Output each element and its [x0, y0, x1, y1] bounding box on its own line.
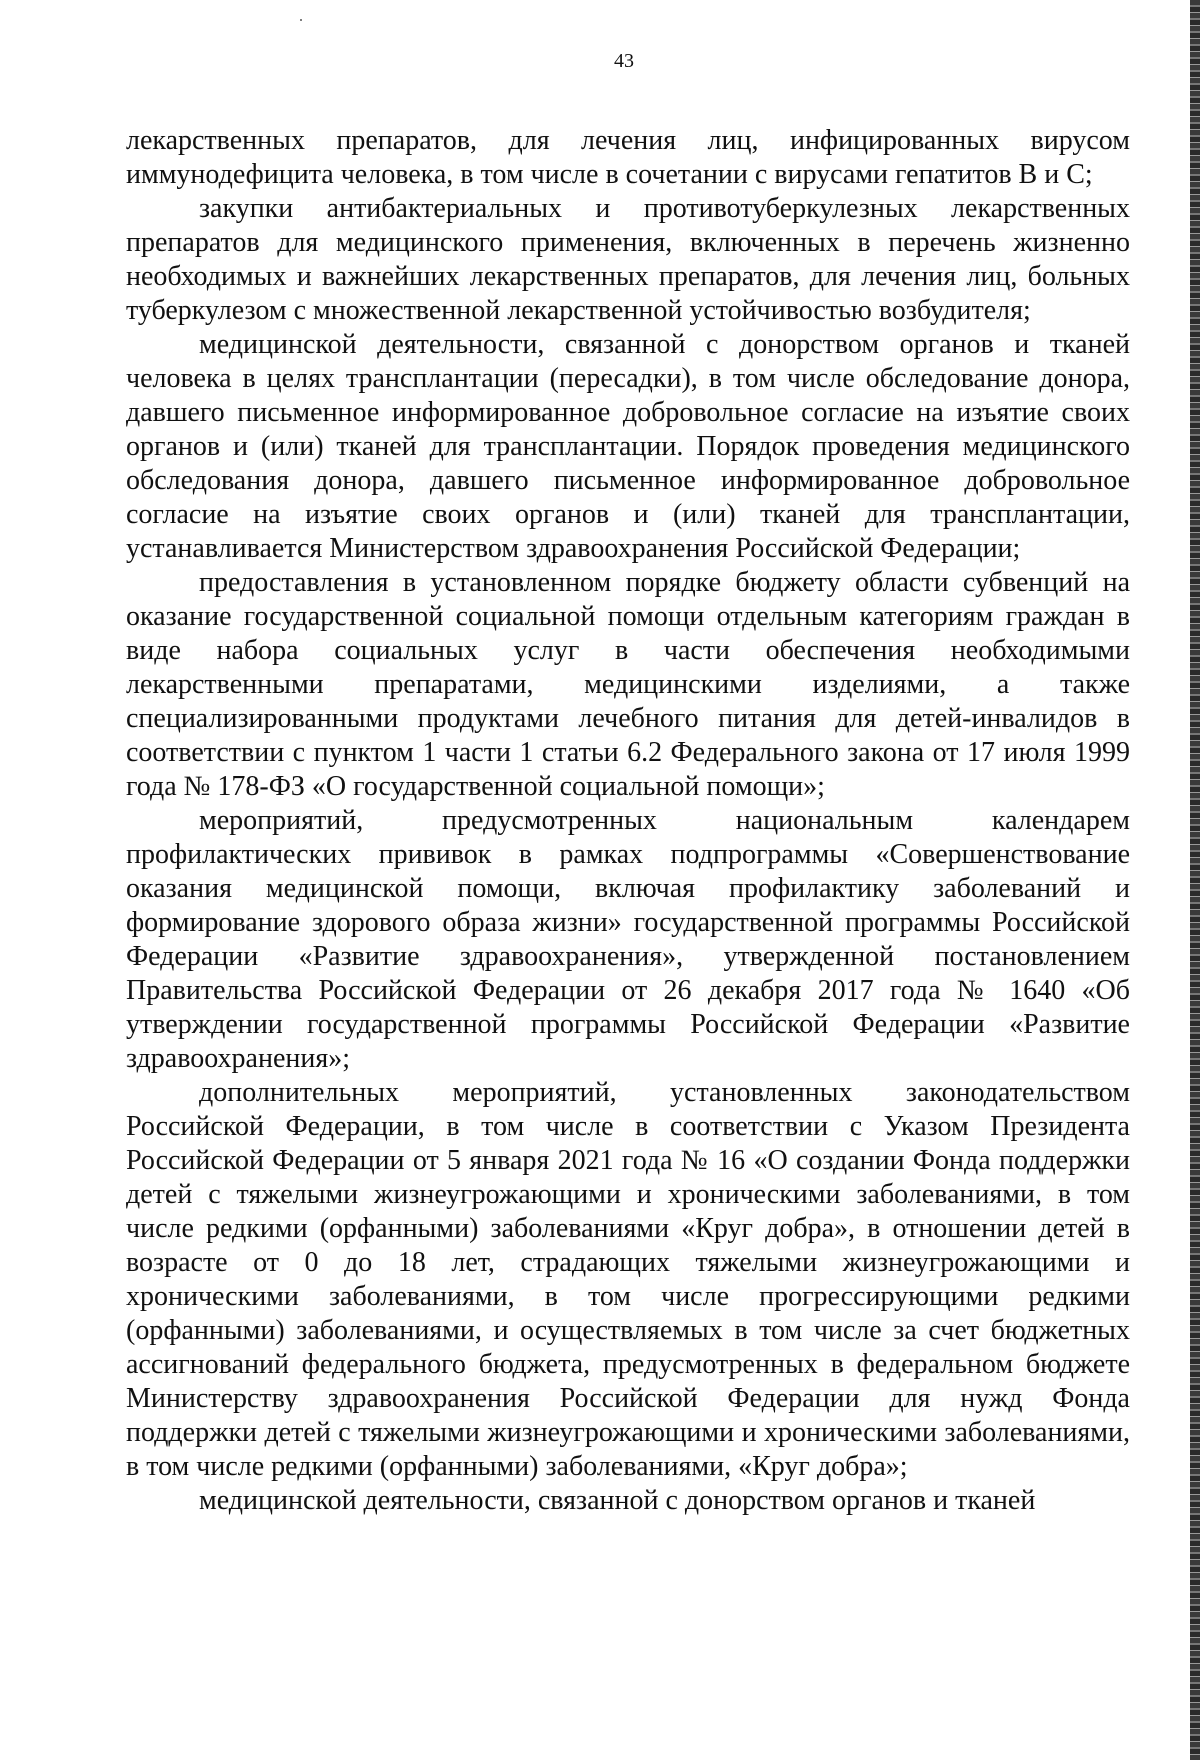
paragraph: дополнительных мероприятий, установленных законодательством Российской Федерации, в том числе в соответствии с Указом Президента Российской Федерации от 5 января 2021 года № 16 «О создании Фонда поддержки детей с тяжелыми жизнеугрожающими и хроническими заболеваниями, в том числе редкими (орфанными) заболеваниями «Круг добра», в отношении детей в возрасте от 0 до 18 лет, страдающих тяжелыми жизнеугрожающими и хроническими заболеваниями, в том числе прогрессирующими редкими (орфанными) заболеваниями, и осуществляемых в том числе за счет бюджетных ассигнований федерального бюджета, предусмотренных в федеральном бюджете Министерству здравоохранения Российской Федерации для нужд Фонда поддержки детей с тяжелыми жизнеугрожающими и хроническими заболеваниями, в том числе редкими (орфанными) заболеваниями, «Круг добра»; [126, 1077, 1130, 1482]
scan-edge-border [1190, 0, 1200, 1760]
paragraph: лекарственных препаратов, для лечения лиц, инфицированных вирусом иммунодефицита человека, в том числе в сочетании с вирусами гепатитов В и С; [126, 125, 1130, 190]
paragraph: мероприятий, предусмотренных национальным календарем профилактических прививок в рамках подпрограммы «Совершенствование оказания медицинской помощи, включая профилактику заболеваний и формирование здорового образа жизни» государственной программы Российской Федерации «Развитие здравоохранения», утвержденной постановлением Правительства Российской Федерации от 26 декабря 2017 года № 1640 «Об утверждении государственной программы Российской Федерации «Развитие здравоохранения»; [126, 805, 1130, 1074]
document-body [126, 124, 1130, 1518]
scan-speck [300, 19, 302, 21]
paragraph: медицинской деятельности, связанной с донорством органов и тканей человека в целях трансплантации (пересадки), в том числе обследование донора, давшего письменное информированное добровольное согласие на изъятие своих органов и (или) тканей для трансплантации. Порядок проведения медицинского обследования донора, давшего письменное информированное добровольное согласие на изъятие своих органов и (или) тканей для трансплантации, устанавливается Министерством здравоохранения Российской Федерации; [126, 329, 1130, 564]
page-number: 43 [614, 50, 634, 72]
paragraph: закупки антибактериальных и противотуберкулезных лекарственных препаратов для медицинского применения, включенных в перечень жизненно необходимых и важнейших лекарственных препаратов, для лечения лиц, больных туберкулезом с множественной лекарственной устойчивостью возбудителя; [126, 193, 1130, 326]
paragraph: предоставления в установленном порядке бюджету области субвенций на оказание государственной социальной помощи отдельным категориям граждан в виде набора социальных услуг в части обеспечения необходимыми лекарственными препаратами, медицинскими изделиями, а также специализированными продуктами лечебного питания для детей-инвалидов в соответствии с пунктом 1 части 1 статьи 6.2 Федерального закона от 17 июля 1999 года № 178-ФЗ «О государственной социальной помощи»; [126, 567, 1130, 802]
paragraph: медицинской деятельности, связанной с донорством органов и тканей [199, 1485, 1036, 1516]
